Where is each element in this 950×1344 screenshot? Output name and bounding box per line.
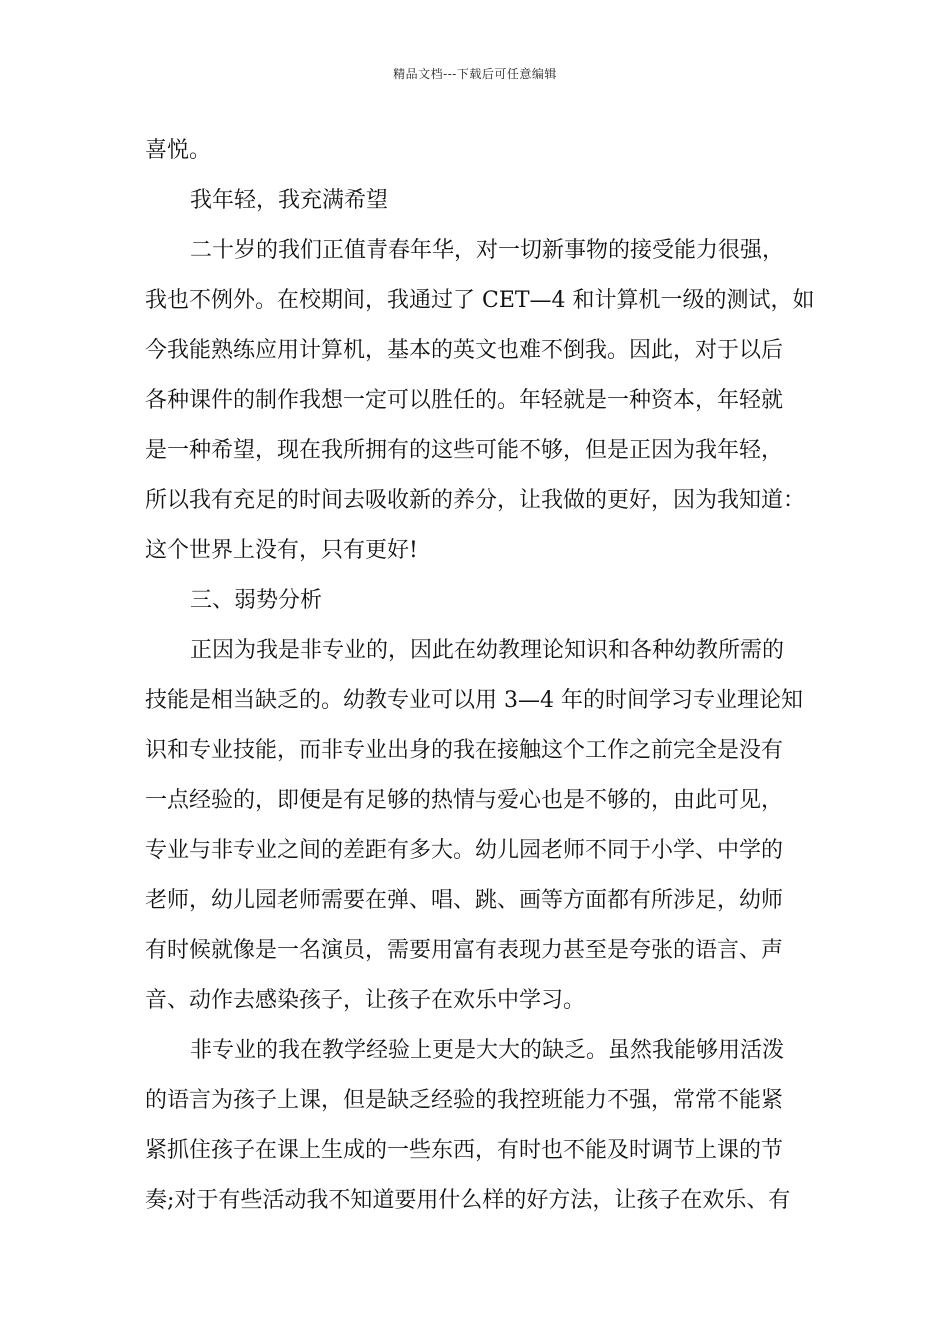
- text-line: 二十岁的我们正值青春年华，对一切新事物的接受能力很强，: [190, 238, 785, 263]
- text-line: 各种课件的制作我想一定可以胜任的。年轻就是一种资本，年轻就: [145, 388, 784, 413]
- text-line: 我也不例外。在校期间，我通过了 CET—4 和计算机一级的测试，如: [145, 288, 815, 313]
- text-line: 是一种希望，现在我所拥有的这些可能不够，但是正因为我年轻，: [145, 438, 784, 463]
- text-line: 音、动作去感染孩子，让孩子在欢乐中学习。: [145, 988, 586, 1013]
- text-line: 专业与非专业之间的差距有多大。幼儿园老师不同于小学、中学的: [145, 838, 784, 863]
- text-line: 有时候就像是一名演员，需要用富有表现力甚至是夸张的语言、声: [145, 938, 784, 963]
- text-line: 这个世界上没有，只有更好!: [145, 538, 418, 563]
- text-line: 识和专业技能，而非专业出身的我在接触这个工作之前完全是没有: [145, 738, 784, 763]
- text-line: 喜悦。: [145, 138, 212, 163]
- text-line: 的语言为孩子上课，但是缺乏经验的我控班能力不强，常常不能紧: [145, 1088, 784, 1113]
- section-heading: 我年轻，我充满希望: [190, 188, 389, 213]
- section-heading: 三、弱势分析: [190, 588, 323, 613]
- text-line: 奏;对于有些活动我不知道要用什么样的好方法，让孩子在欢乐、有: [145, 1188, 791, 1213]
- text-line: 所以我有充足的时间去吸收新的养分，让我做的更好，因为我知道：: [145, 488, 806, 513]
- text-line: 正因为我是非专业的，因此在幼教理论知识和各种幼教所需的: [190, 638, 785, 663]
- text-line: 技能是相当缺乏的。幼教专业可以用 3—4 年的时间学习专业理论知: [145, 688, 803, 713]
- text-line: 非专业的我在教学经验上更是大大的缺乏。虽然我能够用活泼: [190, 1038, 785, 1063]
- text-line: 老师，幼儿园老师需要在弹、唱、跳、画等方面都有所涉足，幼师: [145, 888, 784, 913]
- text-line: 一点经验的，即便是有足够的热情与爱心也是不够的，由此可见，: [145, 788, 784, 813]
- text-line: 紧抓住孩子在课上生成的一些东西，有时也不能及时调节上课的节: [145, 1138, 784, 1163]
- page-header: 精品文档---下载后可任意编辑: [393, 67, 557, 81]
- text-line: 今我能熟练应用计算机，基本的英文也难不倒我。因此，对于以后: [145, 338, 784, 363]
